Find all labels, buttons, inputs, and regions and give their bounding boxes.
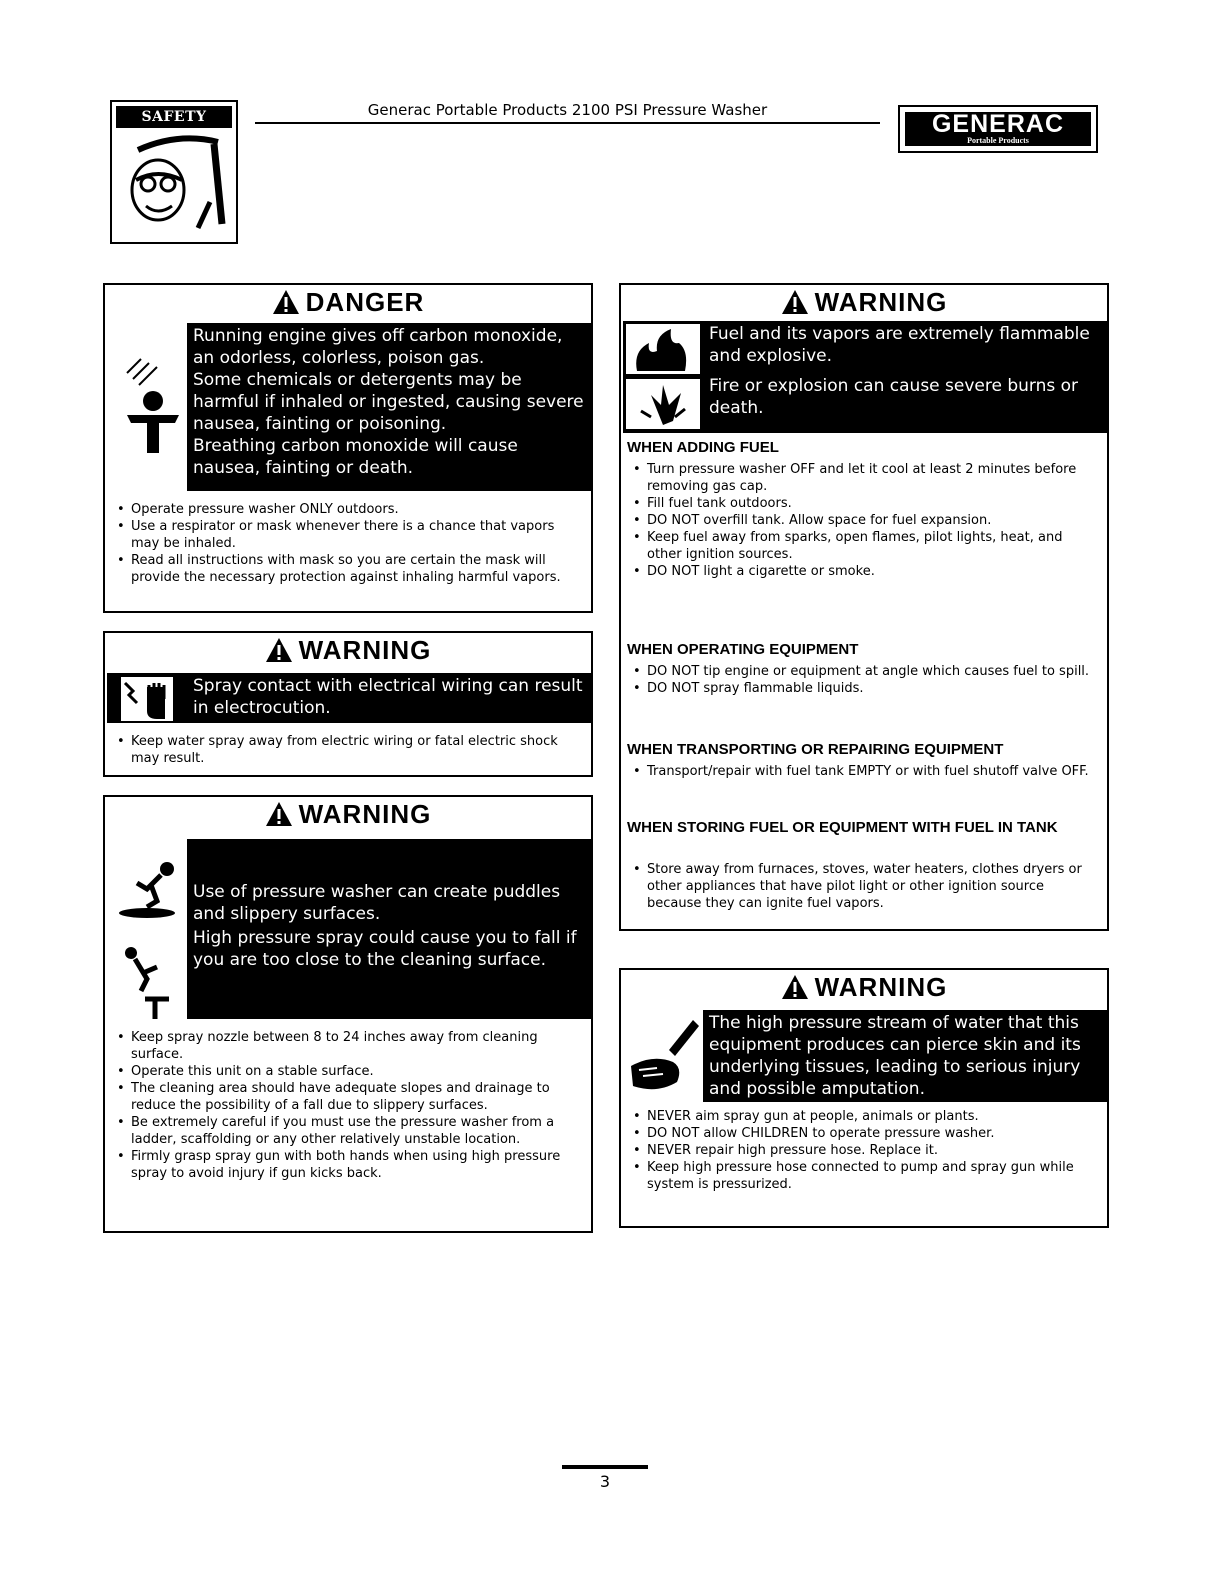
list-item: • Keep fuel away from sparks, open flames, pilot lights, heat, and other ignition sources. [631, 529, 1099, 563]
list-item: • DO NOT allow CHILDREN to operate pressure washer. [631, 1125, 1099, 1142]
fuel-pictogram [623, 321, 703, 433]
list-item: • Firmly grasp spray gun with both hands when using high pressure spray to avoid injury if gun kicks back. [115, 1148, 583, 1182]
warning-fuel-panel [619, 283, 1109, 931]
warning-heading-text: WARNING [298, 635, 432, 665]
generac-logo [898, 105, 1098, 153]
adding-fuel-list [631, 461, 1099, 580]
list-item: • Keep water spray away from electric wiring or fatal electric shock may result. [115, 733, 583, 767]
slip-hazard-box [187, 839, 591, 1019]
page-title: Generac Portable Products 2100 PSI Pressure Washer [367, 101, 768, 119]
list-item: • Operate this unit on a stable surface. [115, 1063, 583, 1080]
danger-pictogram [107, 323, 187, 483]
fuel-hazard-line: Fuel and its vapors are extremely flammable and explosive. [709, 324, 1090, 366]
electric-hazard-box [187, 673, 591, 723]
warning-heading-text: WARNING [814, 972, 948, 1002]
logo-wordmark: GENERAC [931, 110, 1064, 138]
danger-heading [105, 287, 591, 318]
fuel-hazard-line: Fire or explosion can cause severe burns or death. [709, 376, 1079, 418]
warning-triangle-icon [265, 801, 293, 827]
spray-injection-icon [623, 1010, 703, 1102]
electric-bullet-list [115, 733, 583, 767]
slip-hazard-line: Use of pressure washer can create puddles and slippery surfaces. [193, 882, 561, 924]
electric-shock-hand-icon [107, 673, 187, 723]
warning-heading [105, 635, 591, 666]
list-item: • DO NOT light a cigarette or smoke. [631, 563, 1099, 580]
page-number: 3 [599, 1472, 611, 1491]
fuel-hazard-box [703, 321, 1107, 433]
stream-hazard-box [703, 1010, 1107, 1102]
danger-heading-text: DANGER [305, 287, 425, 317]
slip-bullet-list [115, 1029, 583, 1182]
warning-triangle-icon [272, 289, 300, 315]
danger-bullet-list [115, 501, 583, 586]
list-item: • DO NOT spray flammable liquids. [631, 680, 1099, 697]
warning-triangle-icon [781, 289, 809, 315]
section-heading-storing: WHEN STORING FUEL OR EQUIPMENT WITH FUEL IN TANK [627, 819, 1058, 836]
list-item: • Operate pressure washer ONLY outdoors. [115, 501, 583, 518]
list-item: • Keep high pressure hose connected to pump and spray gun while system is pressurized. [631, 1159, 1099, 1193]
list-item: • Fill fuel tank outdoors. [631, 495, 1099, 512]
warning-heading-text: WARNING [298, 799, 432, 829]
warning-heading [105, 799, 591, 830]
header-rule [255, 122, 880, 124]
list-item: • NEVER repair high pressure hose. Replace it. [631, 1142, 1099, 1159]
fire-explosion-icon [623, 321, 703, 433]
warning-electric-panel [103, 631, 593, 777]
section-heading-operating: WHEN OPERATING EQUIPMENT [627, 641, 859, 658]
list-item: • NEVER aim spray gun at people, animals or plants. [631, 1108, 1099, 1125]
respirator-hazard-icon [107, 323, 187, 483]
list-item: • The cleaning area should have adequate slopes and drainage to reduce the possibility of a fall due to slippery surfaces. [115, 1080, 583, 1114]
stream-pictogram [623, 1010, 703, 1102]
warning-heading [621, 972, 1107, 1003]
transporting-list [631, 763, 1099, 780]
warning-triangle-icon [781, 974, 809, 1000]
safety-rules-badge [110, 100, 238, 244]
list-item: • Transport/repair with fuel tank EMPTY or with fuel shutoff valve OFF. [631, 763, 1099, 780]
logo-subtitle: Portable Products [967, 136, 1029, 145]
electric-hazard-text: Spray contact with electrical wiring can result in electrocution. [193, 676, 583, 718]
storing-list [631, 861, 1099, 912]
safety-rules-label: SAFETY RULES [116, 106, 232, 128]
list-item: • Be extremely careful if you must use the pressure washer from a ladder, scaffolding or any other relatively unstable location. [115, 1114, 583, 1148]
warning-triangle-icon [265, 637, 293, 663]
list-item: • DO NOT overfill tank. Allow space for fuel expansion. [631, 512, 1099, 529]
warning-stream-panel [619, 968, 1109, 1228]
list-item: • Turn pressure washer OFF and let it cool at least 2 minutes before removing gas cap. [631, 461, 1099, 495]
spray-gun-mask-icon [118, 132, 230, 238]
warning-heading [621, 287, 1107, 318]
danger-hazard-line: Breathing carbon monoxide will cause nausea, fainting or death. [193, 436, 518, 478]
section-heading-transporting: WHEN TRANSPORTING OR REPAIRING EQUIPMENT [627, 741, 1004, 758]
list-item: • Use a respirator or mask whenever there is a chance that vapors may be inhaled. [115, 518, 583, 552]
list-item: • DO NOT tip engine or equipment at angle which causes fuel to spill. [631, 663, 1099, 680]
operating-list [631, 663, 1099, 697]
slip-fall-icon [107, 839, 187, 1019]
danger-hazard-box [187, 323, 591, 491]
list-item: • Keep spray nozzle between 8 to 24 inches away from cleaning surface. [115, 1029, 583, 1063]
section-heading-adding-fuel: WHEN ADDING FUEL [627, 439, 779, 456]
stream-bullet-list [631, 1108, 1099, 1193]
warning-slip-panel [103, 795, 593, 1233]
stream-hazard-text: The high pressure stream of water that this equipment produces can pierce skin and its underlying tissues, leading to serious injury and possible amputation. [709, 1013, 1081, 1099]
slip-hazard-line: High pressure spray could cause you to fall if you are too close to the cleaning surface. [193, 928, 577, 970]
slip-pictogram [107, 839, 187, 1019]
warning-heading-text: WARNING [814, 287, 948, 317]
electric-pictogram [107, 673, 187, 723]
danger-hazard-line: Some chemicals or detergents may be harmful if inhaled or ingested, causing severe nausea, fainting or poisoning. [193, 370, 584, 434]
list-item: • Store away from furnaces, stoves, water heaters, clothes dryers or other appliances that have pilot light or other ignition source because they can ignite fuel vapors. [631, 861, 1099, 912]
list-item: • Read all instructions with mask so you are certain the mask will provide the necessary protection against inhaling harmful vapors. [115, 552, 583, 586]
page-number-bar [562, 1465, 648, 1469]
danger-hazard-line: Running engine gives off carbon monoxide, an odorless, colorless, poison gas. [193, 326, 563, 368]
danger-panel [103, 283, 593, 613]
